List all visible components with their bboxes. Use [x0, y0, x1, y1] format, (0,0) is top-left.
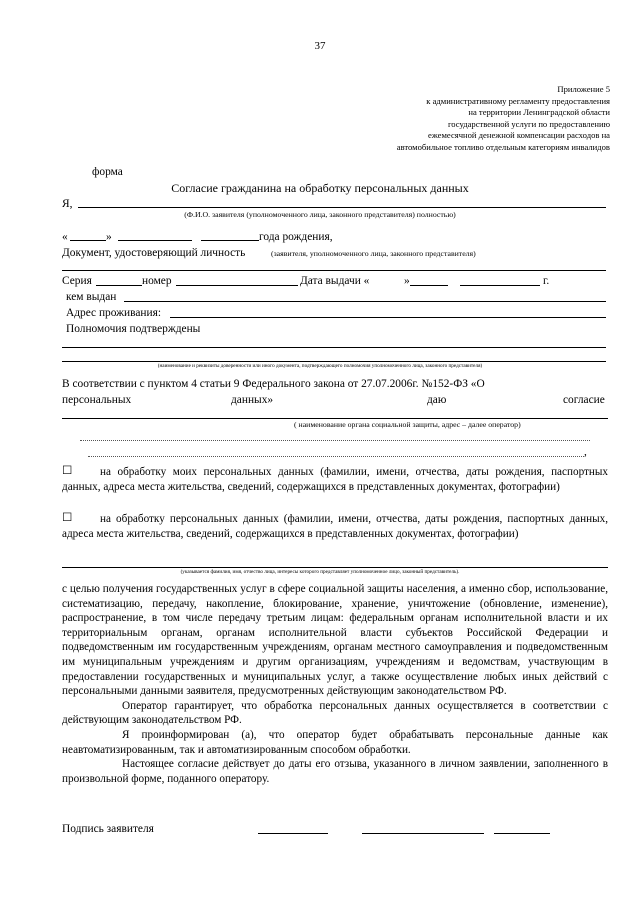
issue-date-label: Дата выдачи « [300, 275, 370, 287]
issued-by-input-line[interactable] [124, 301, 606, 302]
checkbox-own-data[interactable]: ☐ [62, 465, 73, 477]
represented-person-input-line[interactable] [62, 567, 608, 568]
consent-word: данных» [231, 394, 274, 406]
series-input-line[interactable] [96, 285, 142, 286]
appendix-line: государственной услуги по предоставлению [447, 118, 610, 129]
page-number: 37 [314, 40, 326, 52]
powers-caption: (наименование и реквизиты доверенности или иного документа, подтверждающего полномочия уполномоченного лица, законного представителя) [157, 363, 483, 369]
form-label: форма [92, 166, 123, 178]
document-title: Согласие гражданина на обработку персональных данных [171, 181, 469, 195]
powers-input-line-1[interactable] [62, 347, 606, 348]
operator-end-comma: , [584, 446, 587, 458]
birth-close-quote: » [106, 231, 112, 243]
consent-word: согласие [563, 394, 605, 406]
checkbox-represented-data[interactable]: ☐ [62, 512, 73, 524]
ya-label: Я, [62, 198, 73, 210]
signature-date-line[interactable] [494, 833, 550, 834]
appendix-line: Приложение 5 [557, 84, 610, 94]
operator-caption: ( наименование органа социальной защиты, адрес – далее оператор) [294, 420, 521, 429]
consent-body [62, 582, 608, 786]
fio-caption: (Ф.И.О. заявителя (уполномоченного лица, законного представителя) полностью) [184, 210, 456, 219]
operator-dotted-line-2[interactable] [88, 456, 584, 457]
option-own-data-text: на обработку моих персональных данных (фамилии, имени, отчества, даты рождения, паспортных данных, адреса места жительства, сведений, содержащихся в представленных документах, фотографии) [62, 466, 608, 493]
consent-word: персональных [62, 394, 132, 406]
purpose-paragraph: с целью получения государственных услуг в сфере социальной защиты населения, а именно сбор, использование, систематизацию, передачу, накопление, блокирование, хранение, уничтожение (обновление, изменение), распространение, в том числе передачу третьим лицам: федеральным органам исполнительной власти и их территориальным органам, органам исполнительной власти субъектов Российской Федерации и подведомственным им государственным учреждениям, органам местного самоуправления и подведомственным им муниципальным учреждениям и другим организациям, учреждениям и ведомствам, участвующим в предоставлении государственных и муниципальных услуг, а также осуществление любых иных действий с персональными данными заявителя, предусмотренных действующим законодательством РФ. [62, 583, 608, 698]
doc-caption: (заявителя, уполномоченного лица, законного представителя) [271, 249, 476, 258]
appendix-line: ежемесячной денежной компенсации расходов на [428, 130, 610, 141]
operator-dotted-line-1[interactable] [80, 440, 590, 441]
informed-paragraph: Я проинформирован (а), что оператор будет обрабатывать персональные данные как неавтоматизированным, так и автоматизированным способом обработки. [62, 728, 608, 756]
represented-person-caption: (указывается фамилия, имя, отчество лица, интересы которого представляет уполномоченное лицо, законный представитель). [180, 569, 460, 575]
issued-by-label: кем выдан [66, 291, 117, 303]
doc-input-line[interactable] [62, 270, 606, 271]
issue-date-close: » [404, 275, 410, 287]
birth-day-line[interactable] [70, 240, 106, 241]
birth-month-line[interactable] [118, 240, 192, 241]
validity-paragraph: Настоящее согласие действует до даты его отзыва, указанного в личном заявлении, заполненного в произвольной форме, поданного оператору. [62, 758, 608, 785]
option-represented-data-text: на обработку персональных данных (фамилии, имени, отчества, даты рождения, паспортных данных, адреса места жительства, сведений, содержащихся в представленных документах, фотографии) [62, 513, 608, 540]
address-input-line[interactable] [170, 317, 606, 318]
number-label: номер [142, 275, 172, 287]
issue-month-line[interactable] [410, 285, 448, 286]
option-own-data[interactable] [62, 465, 608, 494]
signature-label: Подпись заявителя [62, 823, 154, 835]
consent-word: даю [427, 394, 447, 406]
doc-label: Документ, удостоверяющий личность [62, 247, 246, 259]
appendix-header [190, 84, 610, 154]
signature-name-line[interactable] [362, 833, 484, 834]
birth-year-label: года рождения, [259, 231, 333, 243]
appendix-line: к административному регламенту предоставления [426, 95, 610, 106]
appendix-line: на территории Ленинградской области [468, 107, 610, 118]
signature-input-line[interactable] [258, 833, 328, 834]
number-input-line[interactable] [176, 285, 298, 286]
fio-input-line[interactable] [78, 207, 606, 208]
birth-open-quote: « [62, 231, 68, 243]
operator-input-line[interactable] [62, 418, 608, 419]
birth-year-line[interactable] [201, 240, 259, 241]
issue-year-suffix: г. [543, 275, 550, 287]
operator-guarantee-paragraph: Оператор гарантирует, что обработка персональных данных осуществляется в соответствии с действующим законодательством РФ. [62, 699, 608, 727]
consent-line-1: В соответствии с пунктом 4 статьи 9 Федерального закона от 27.07.2006г. №152-ФЗ «О [62, 378, 485, 390]
issue-year-line[interactable] [460, 285, 540, 286]
powers-input-line-2[interactable] [62, 361, 606, 362]
address-label: Адрес проживания: [66, 307, 162, 319]
series-label: Серия [62, 275, 92, 287]
powers-label: Полномочия подтверждены [66, 323, 201, 335]
option-represented-data[interactable] [62, 512, 608, 541]
appendix-line: автомобильное топливо отдельным категориям инвалидов [396, 141, 610, 152]
